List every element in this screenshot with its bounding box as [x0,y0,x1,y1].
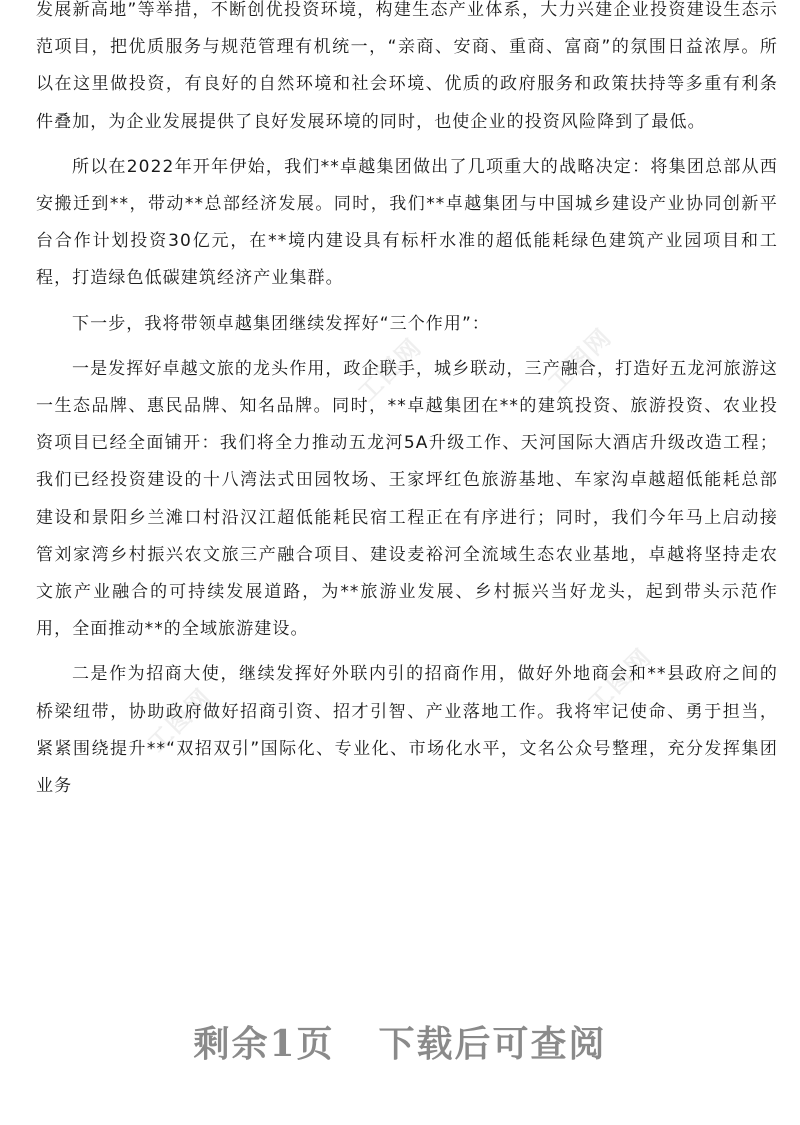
paragraph-intro-continued: 发展新高地”等举措，不断创优投资环境，构建生态产业体系，大力兴建企业投资建设生态示范项目，把优质服务与规范管理有机统一，“亲商、安商、重商、富商”的氛围日益浓厚。所以在这里做投资，有良好的自然环境和社会环境、优质的政府服务和政策扶持等多重有利条件叠加，为企业发展提供了良好发展环境的同时，也使企业的投资风险降到了最低。 [36,0,778,132]
download-banner[interactable] [0,1016,800,1067]
paragraph-next-step: 下一步，我将带领卓越集团继续发挥好“三个作用”： [72,313,491,334]
watermark-text: 工图网 [142,682,218,758]
watermark-text: 工图网 [542,322,618,398]
watermark-text: 工图网 [352,332,428,408]
paragraph-strategy: 所以在2022年开年伊始，我们**卓越集团做出了几项重大的战略决定：将集团总部从西安搬迁到**，带动**总部经济发展。同时，我们**卓越集团与中国城乡建设产业协同创新平台合作计划投资30亿元，在**境内建设具有标杆水准的超低能耗绿色建筑产业园项目和工程，打造绿色低碳建筑经济产业集群。 [36,156,778,289]
paragraph-role-one: 一是发挥好卓越文旅的龙头作用，政企联手，城乡联动，三产融合，打造好五龙河旅游这一生态品牌、惠民品牌、知名品牌。同时，**卓越集团在**的建筑投资、旅游投资、农业投资项目已经全面铺开：我们将全力推动五龙河5A升级工作、天河国际大酒店升级改造工程；我们已经投资建设的十八湾法式田园牧场、王家坪红色旅游基地、车家沟卓越超低能耗总部建设和景阳乡兰滩口村沿汉江超低能耗民宿工程正在有序进行；同时，我们今年马上启动接管刘家湾乡村振兴农文旅三产融合项目、建设麦裕河全流域生态农业基地，卓越将坚持走农文旅产业融合的可持续发展道路，为**旅游业发展、乡村振兴当好龙头，起到带头示范作用，全面推动**的全域旅游建设。 [36,358,778,640]
remaining-pages-label: 剩余1页 [193,1023,335,1065]
download-prompt-label: 下载后可查阅 [378,1023,607,1065]
document-body [36,0,778,805]
watermark-text: 工图网 [582,642,658,718]
paragraph-role-two: 二是作为招商大使，继续发挥好外联内引的招商作用，做好外地商会和**县政府之间的桥梁纽带，协助政府做好招商引资、招才引智、产业落地工作。我将牢记使命、勇于担当，紧紧围绕提升**“双招双引”国际化、专业化、市场化水平，文名公众号整理，充分发挥集团业务 [36,664,778,797]
